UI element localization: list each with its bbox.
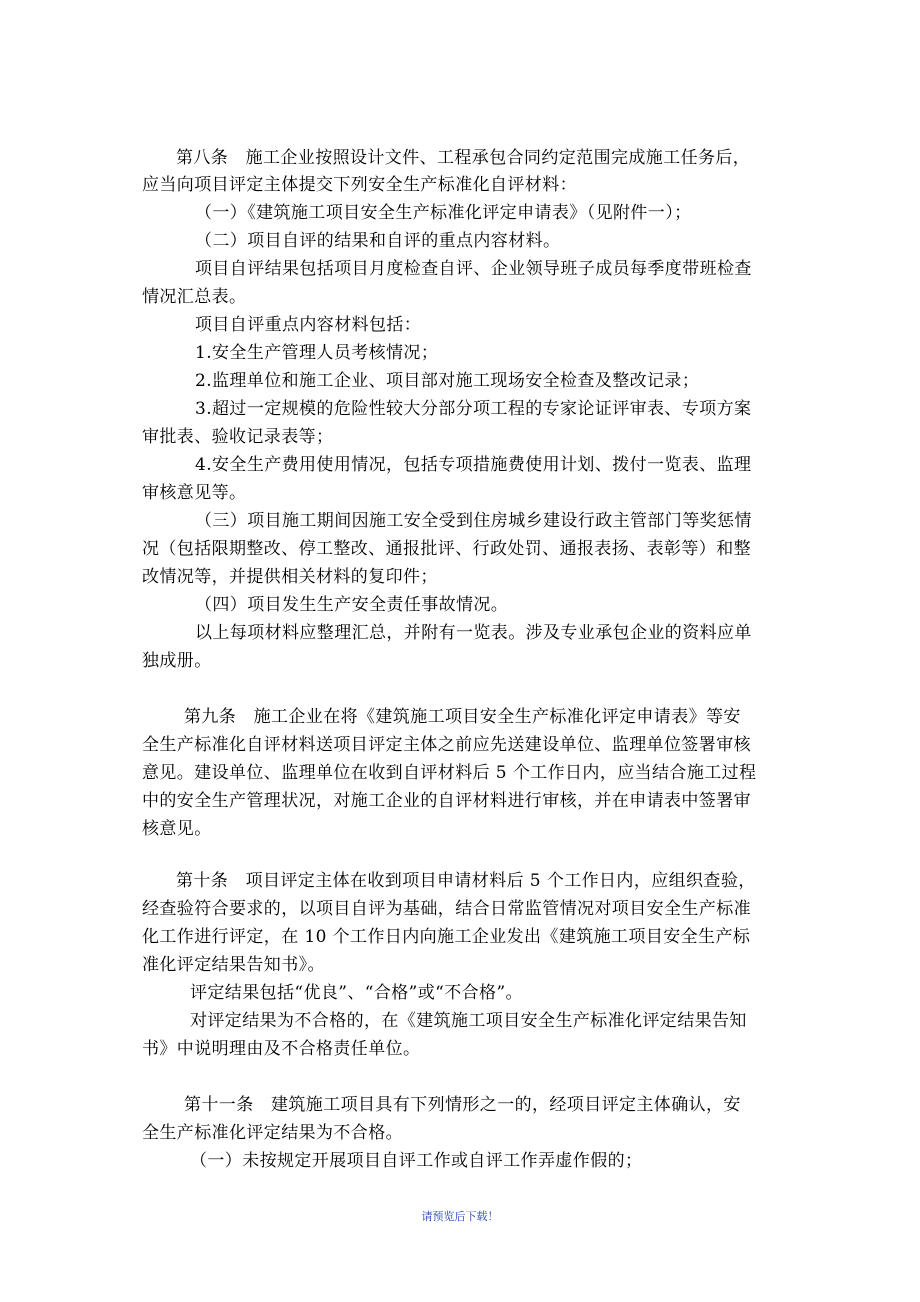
art11-line-3: （一）未按规定开展项目自评工作或自评工作弄虚作假的； bbox=[190, 1151, 643, 1171]
art8-line-13: 审核意见等。 bbox=[142, 483, 247, 503]
art11-line-1: 第十一条 建筑施工项目具有下列情形之一的，经项目评定主体确认，安 bbox=[184, 1095, 741, 1115]
art10-line-7: 书》中说明理由及不合格责任单位。 bbox=[142, 1039, 421, 1059]
art8-line-7: 项目自评重点内容材料包括： bbox=[195, 315, 422, 335]
art10-line-1: 第十条 项目评定主体在收到项目申请材料后 5 个工作日内，应组织查验， bbox=[176, 871, 756, 891]
art9-line-5: 核意见。 bbox=[142, 819, 212, 839]
art11-line-2: 全生产标准化评定结果为不合格。 bbox=[142, 1123, 403, 1143]
art8-line-4: （二）项目自评的结果和自评的重点内容材料。 bbox=[195, 231, 561, 251]
art8-line-14: （三）项目施工期间因施工安全受到住房城乡建设行政主管部门等奖惩情 bbox=[195, 511, 752, 531]
art8-line-17: （四）项目发生生产安全责任事故情况。 bbox=[195, 595, 509, 615]
art10-line-2: 经查验符合要求的，以项目自评为基础，结合日常监管情况对项目安全生产标准 bbox=[142, 899, 751, 919]
art8-line-5: 项目自评结果包括项目月度检查自评、企业领导班子成员每季度带班检查 bbox=[195, 259, 752, 279]
art8-line-10: 3.超过一定规模的危险性较大分部分项工程的专家论证评审表、专项方案 bbox=[195, 399, 752, 419]
art9-line-1: 第九条 施工企业在将《建筑施工项目安全生产标准化评定申请表》等安 bbox=[184, 707, 741, 727]
art10-line-4: 准化评定结果告知书》。 bbox=[142, 955, 325, 975]
art8-line-1: 第八条 施工企业按照设计文件、工程承包合同约定范围完成施工任务后， bbox=[176, 148, 751, 168]
art8-line-9: 2.监理单位和施工企业、项目部对施工现场安全检查及整改记录； bbox=[195, 371, 700, 391]
art8-line-19: 独成册。 bbox=[142, 651, 212, 671]
art8-line-6: 情况汇总表。 bbox=[142, 287, 247, 307]
art10-line-5: 评定结果包括“优良”、“合格”或“不合格”。 bbox=[190, 983, 523, 1003]
art8-line-8: 1.安全生产管理人员考核情况； bbox=[195, 343, 439, 363]
art9-line-2: 全生产标准化自评材料送项目评定主体之前应先送建设单位、监理单位签署审核 bbox=[142, 735, 751, 755]
art8-line-12: 4.安全生产费用使用情况，包括专项措施费使用计划、拨付一览表、监理 bbox=[195, 455, 752, 475]
download-notice: 请预览后下载！ bbox=[421, 1210, 499, 1223]
art10-line-3: 化工作进行评定，在 10 个工作日内向施工企业发出《建筑施工项目安全生产标 bbox=[142, 927, 751, 947]
art8-line-18: 以上每项材料应整理汇总，并附有一览表。涉及专业承包企业的资料应单 bbox=[195, 623, 752, 643]
art9-line-4: 中的安全生产管理状况，对施工企业的自评材料进行审核，并在申请表中签署审 bbox=[142, 791, 751, 811]
art8-line-15: 况（包括限期整改、停工整改、通报批评、行政处罚、通报表扬、表彰等）和整 bbox=[142, 539, 751, 559]
art8-line-3: （一）《建筑施工项目安全生产标准化评定申请表》（见附件一）； bbox=[195, 203, 692, 223]
art8-line-16: 改情况等，并提供相关材料的复印件； bbox=[142, 567, 438, 587]
art8-line-2: 应当向项目评定主体提交下列安全生产标准化自评材料： bbox=[142, 175, 577, 195]
art8-line-11: 审批表、验收记录表等； bbox=[142, 427, 334, 447]
art10-line-6: 对评定结果为不合格的，在《建筑施工项目安全生产标准化评定结果告知 bbox=[190, 1011, 747, 1031]
art9-line-3: 意见。建设单位、监理单位在收到自评材料后 5 个工作日内，应当结合施工过程 bbox=[142, 763, 757, 783]
